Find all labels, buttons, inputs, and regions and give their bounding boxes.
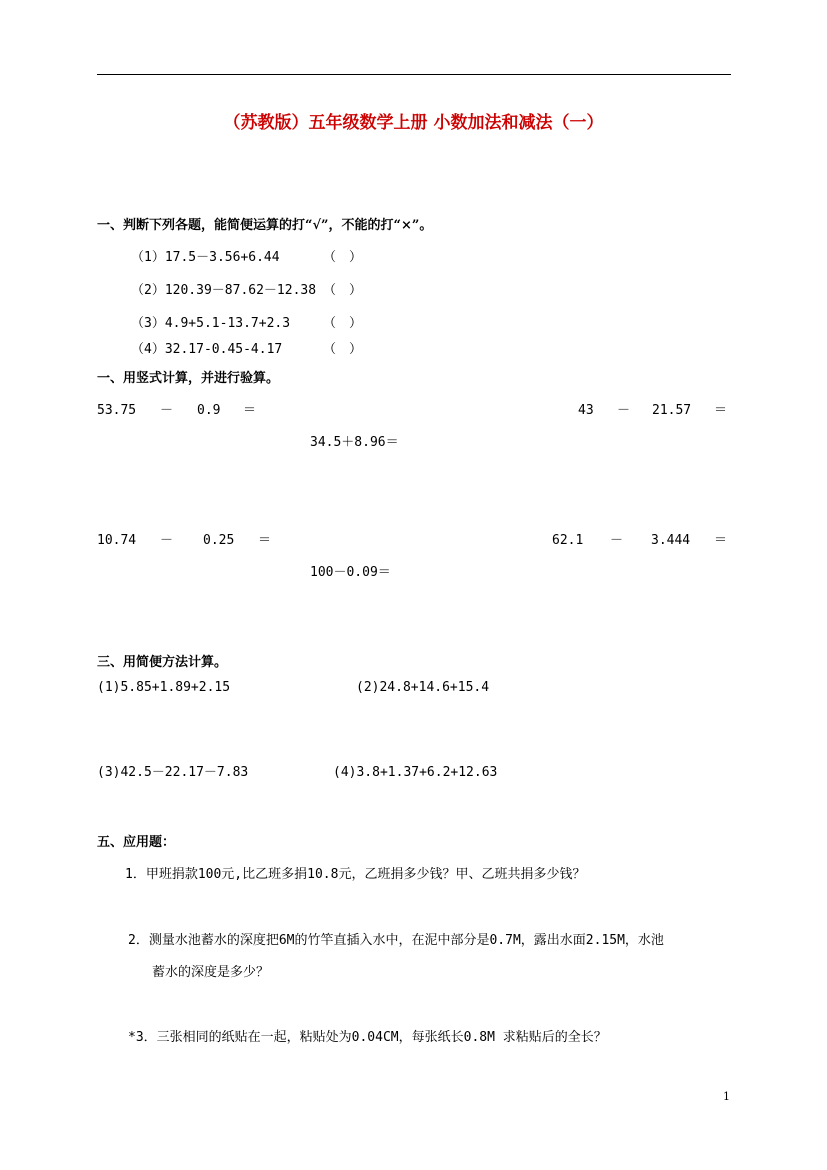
calc-5-operator: － [610,533,624,548]
calc-2-operand-2: 21.57 [652,403,692,418]
calc-6-expression: 100－0.09＝ [310,565,391,580]
calc-2-equals: ＝ [714,403,728,418]
word-problem-2-line-1: 2．测量水池蓄水的深度把6M的竹竿直插入水中，在泥中部分是0.7M，露出水面2.15M，水池 [128,933,664,948]
judge-item-1: （1）17.5－3.56+6.44 [131,250,280,265]
calc-2-operand-1: 43 [578,403,594,418]
simplify-item-2: (2)24.8+14.6+15.4 [356,680,490,695]
judge-blank-4[interactable]: （ ） [323,342,363,357]
calc-4-operator: － [160,533,174,548]
page-title: （苏教版）五年级数学上册 小数加法和减法（一） [223,113,604,133]
judge-item-3: （3）4.9+5.1-13.7+2.3 [131,316,291,331]
word-problem-1: 1．甲班捐款100元,比乙班多捐10.8元，乙班捐多少钱？甲、乙班共捐多少钱？ [125,867,586,882]
section5-heading: 五、应用题： [97,835,176,850]
calc-2-operator: － [617,403,631,418]
simplify-item-1: (1)5.85+1.89+2.15 [97,680,231,695]
calc-1-operator: － [160,403,174,418]
calc-4-equals: ＝ [258,533,272,548]
calc-4-operand-2: 0.25 [203,533,235,548]
calc-5-operand-1: 62.1 [552,533,584,548]
word-problem-2-line-2: 蓄水的深度是多少？ [152,965,270,980]
header-rule [97,74,731,75]
judge-blank-2[interactable]: （ ） [323,283,363,298]
judge-blank-1[interactable]: （ ） [323,250,363,265]
calc-5-operand-2: 3.444 [651,533,691,548]
page-number: 1 [723,1090,730,1103]
judge-item-2: （2）120.39－87.62－12.38 [131,283,317,298]
calc-4-operand-1: 10.74 [97,533,137,548]
calc-1-operand-2: 0.9 [197,403,221,418]
judge-blank-3[interactable]: （ ） [323,316,363,331]
word-problem-3: *3．三张相同的纸贴在一起，粘贴处为0.04CM，每张纸长0.8M 求粘贴后的全长？ [128,1030,607,1045]
section3-heading: 三、用简便方法计算。 [97,655,228,670]
simplify-item-3: (3)42.5－22.17－7.83 [97,765,249,780]
section2-heading: 一、用竖式计算，并进行验算。 [97,371,280,386]
calc-3-expression: 34.5＋8.96＝ [310,435,399,450]
calc-1-equals: ＝ [243,403,257,418]
judge-item-4: （4）32.17-0.45-4.17 [131,342,283,357]
calc-5-equals: ＝ [714,533,728,548]
simplify-item-4: (4)3.8+1.37+6.2+12.63 [333,765,498,780]
section1-heading: 一、判断下列各题，能简便运算的打“√”，不能的打“×”。 [97,218,433,233]
calc-1-operand-1: 53.75 [97,403,137,418]
